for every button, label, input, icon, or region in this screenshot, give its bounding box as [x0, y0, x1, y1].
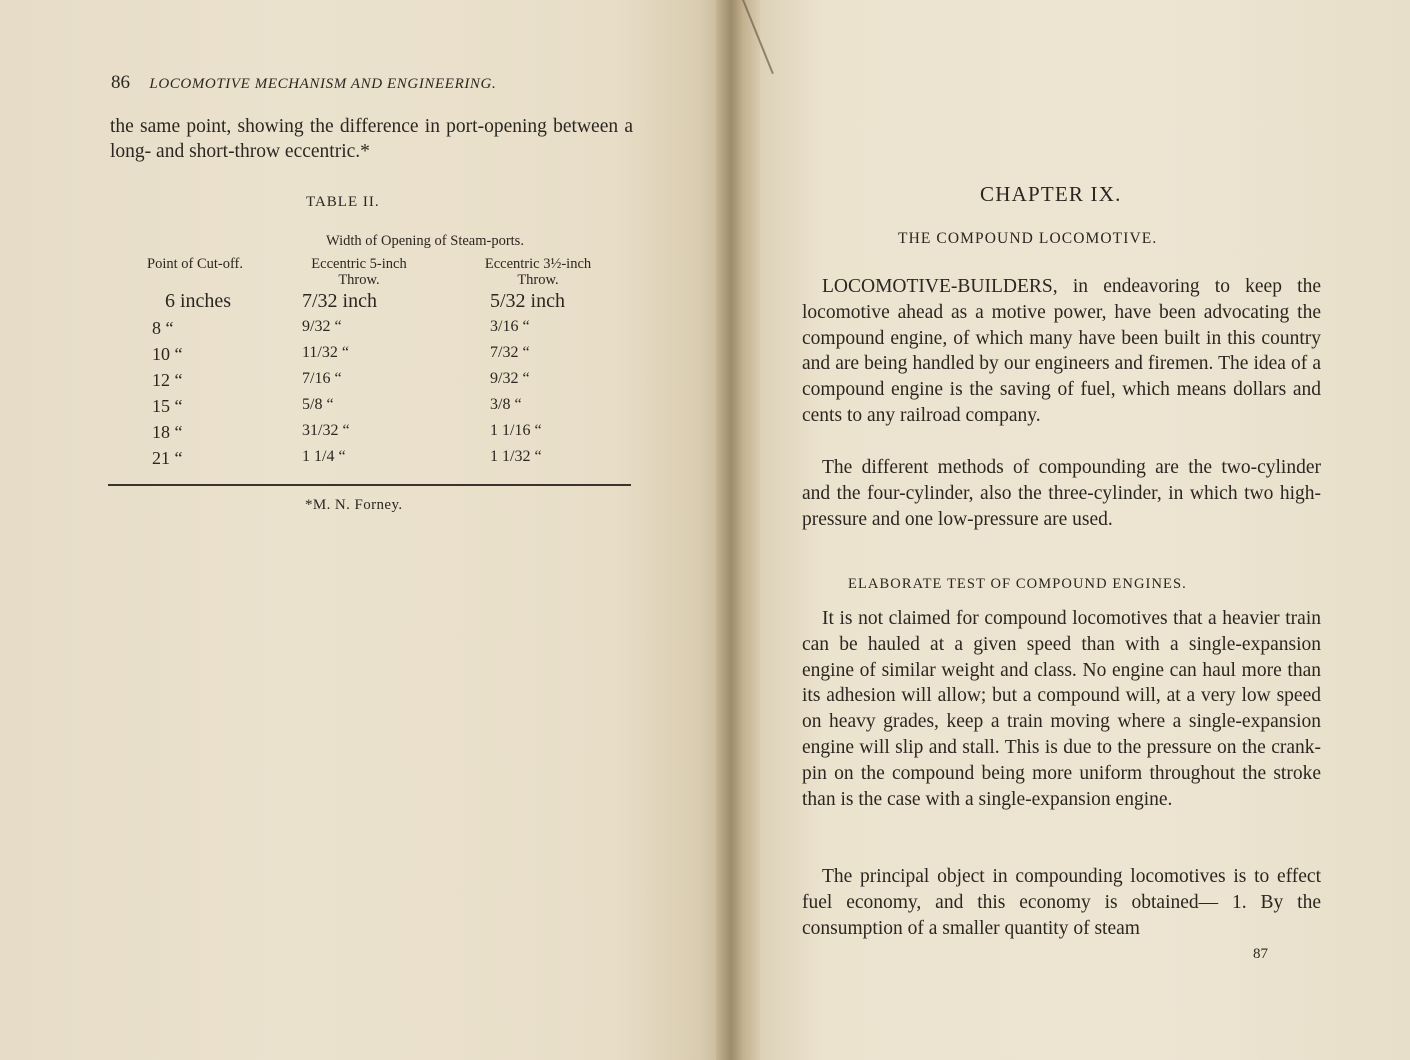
table-cell: 11/32 “: [302, 344, 349, 361]
table-column-header: Eccentric 5-inch Throw.: [311, 256, 407, 288]
paragraph-text: The principal object in compounding locomotives is to effect fuel economy, and this economy is obtained— 1. By the consumption of a smaller quantity of steam: [802, 866, 1321, 939]
book-gutter: [716, 0, 766, 1060]
table-cell: 7/16 “: [302, 370, 342, 387]
table-cell: 9/32 “: [490, 370, 530, 387]
table-cell: 21 “: [152, 448, 183, 468]
table-cell: 1 1/32 “: [490, 448, 542, 465]
table-cell: 5/32 inch: [490, 290, 565, 312]
paragraph-text: LOCOMOTIVE-BUILDERS, in endeavoring to keep the locomotive ahead as a motive power, have been advocating the compound engine, of which many have been built in this country and are being handled by our engineers and firemen. The idea of a compound engine is the saving of fuel, which means dollars and cents to any railroad company.: [802, 276, 1321, 426]
paragraph-text: The different methods of compounding are the two-cylinder and the four-cylinder, also the three-cylinder, in which two high-pressure and one low-pressure are used.: [802, 457, 1321, 530]
left-page-number: 86: [111, 72, 130, 93]
table-cell: 7/32 “: [490, 344, 530, 361]
table-cell: 3/16 “: [490, 318, 530, 335]
paragraph: [802, 606, 1321, 812]
table-cell: 31/32 “: [302, 422, 350, 439]
footnote: *M. N. Forney.: [305, 497, 403, 513]
table-caption: TABLE II.: [306, 194, 380, 210]
table-cell: 3/8 “: [490, 396, 522, 413]
left-paragraph: the same point, showing the difference in port-opening between a long- and short-throw eccentric.*: [110, 116, 633, 162]
table-cell: 9/32 “: [302, 318, 342, 335]
table-column-header: Point of Cut-off.: [147, 256, 243, 272]
chapter-title: THE COMPOUND LOCOMOTIVE.: [898, 230, 1158, 247]
paragraph-text: It is not claimed for compound locomotives that a heavier train can be hauled at a given speed than with a single-expansion engine of similar weight and class. No engine can haul more than its adhesion will allow; but a compound will, at a very low speed on heavy grades, keep a train moving where a single-expansion engine will slip and stall. This is due to the pressure on the crank-pin on the compound being more uniform throughout the stroke than is the case with a single-expansion engine.: [802, 608, 1321, 810]
table-cell: 15 “: [152, 396, 183, 416]
table-cell: 5/8 “: [302, 396, 334, 413]
table-cell: 8 “: [152, 318, 174, 338]
table-cell: 12 “: [152, 370, 183, 390]
table-rule: [108, 484, 631, 486]
table-cell: 7/32 inch: [302, 290, 377, 312]
table-group-header: Width of Opening of Steam-ports.: [326, 233, 524, 249]
table-column-header: Eccentric 3½-inch Throw.: [484, 256, 592, 288]
paragraph: [802, 274, 1321, 429]
table-cell: 1 1/4 “: [302, 448, 346, 465]
section-subheading: ELABORATE TEST OF COMPOUND ENGINES.: [848, 576, 1187, 592]
table-cell: 6 inches: [164, 290, 232, 312]
table-cell: 10 “: [152, 344, 183, 364]
paragraph: [802, 455, 1321, 532]
paragraph: [802, 864, 1321, 941]
right-page-number: 87: [1253, 946, 1268, 962]
running-head: [111, 72, 631, 94]
table-cell: 18 “: [152, 422, 183, 442]
running-title: LOCOMOTIVE MECHANISM AND ENGINEERING.: [149, 76, 497, 92]
table-cell: 1 1/16 “: [490, 422, 542, 439]
chapter-heading: CHAPTER IX.: [980, 182, 1122, 206]
